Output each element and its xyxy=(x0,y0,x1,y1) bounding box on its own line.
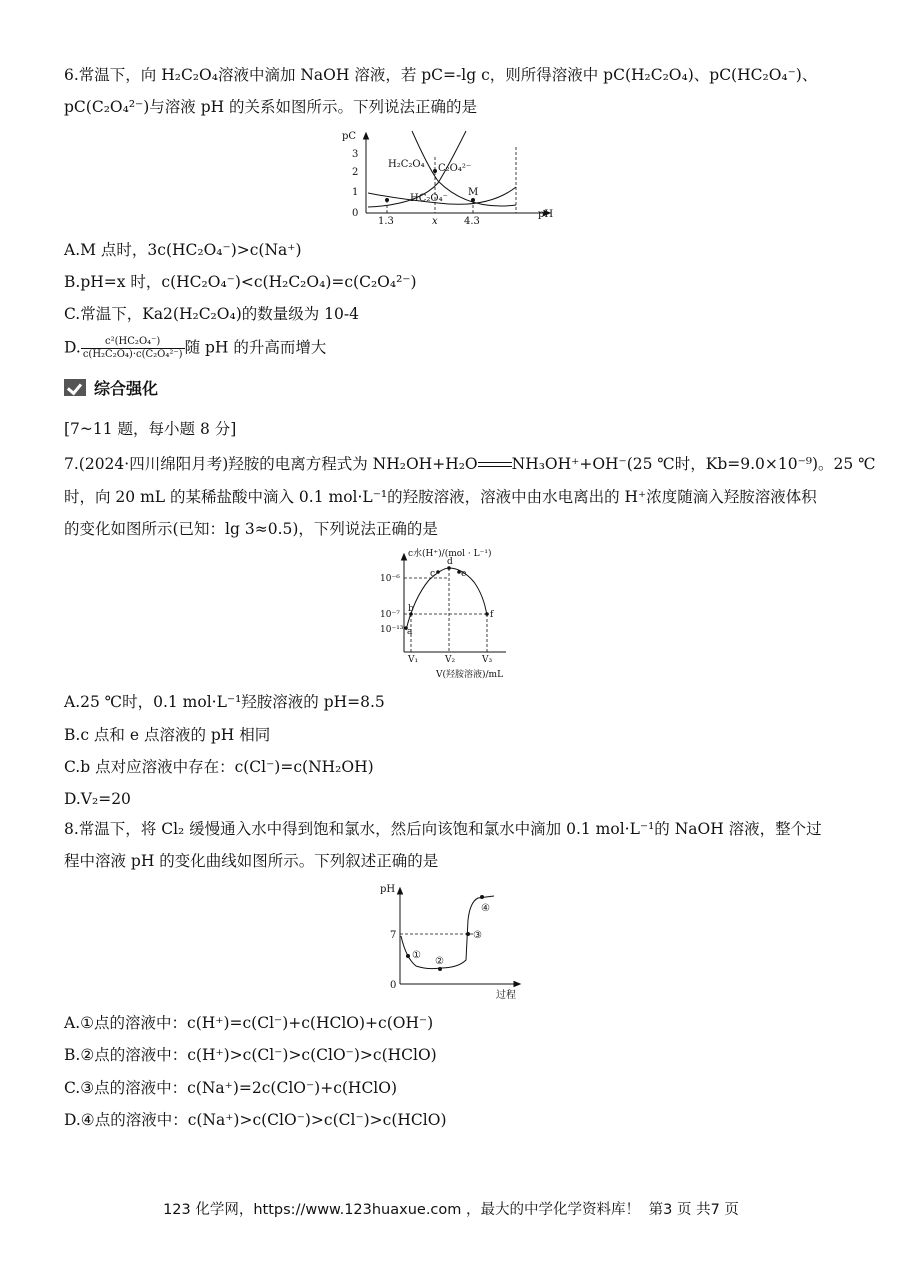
q7-point-label: a xyxy=(407,627,413,637)
q8-point-label: ④ xyxy=(481,903,490,914)
section-title: 综合强化 xyxy=(94,379,159,398)
q6-chart-xlabel: pH xyxy=(538,209,554,220)
q7-point-label: b xyxy=(408,604,414,614)
q6-xtick: 4.3 xyxy=(464,216,480,227)
q8-chart-xlabel: 过程 xyxy=(496,990,516,1001)
q7-chart-ylabel: c水(H⁺)/(mol · L⁻¹) xyxy=(408,549,492,559)
q7-point-label: e xyxy=(461,569,467,579)
equilibrium-arrow-icon xyxy=(478,460,512,470)
q7-option-b: B.c 点和 e 点溶液的 pH 相同 xyxy=(64,726,271,744)
q6-ytick: 1 xyxy=(352,187,359,198)
q8-stem-line2: 程中溶液 pH 的变化曲线如图所示。下列叙述正确的是 xyxy=(64,852,439,870)
q6-ytick: 3 xyxy=(352,149,359,160)
checkmark-icon xyxy=(64,379,86,396)
q6-stem-line2: pC(C₂O₄²⁻)与溶液 pH 的关系如图所示。下列说法正确的是 xyxy=(64,98,478,116)
q6-stem-line1: 6.常温下，向 H₂C₂O₄溶液中滴加 NaOH 溶液，若 pC=-lg c，则所得溶液中 pC(H₂C₂O₄)、pC(HC₂O₄⁻)、 xyxy=(64,66,818,84)
q6-label-hc2o4: HC₂O₄⁻ xyxy=(410,193,448,204)
q6-chart xyxy=(338,127,563,227)
q7-xtick: V₃ xyxy=(482,655,493,665)
footer-page-number: 第3 页 共7 页 xyxy=(648,1202,739,1218)
q7-xtick: V₁ xyxy=(408,655,419,665)
q6-ytick: 2 xyxy=(352,167,359,178)
footer-site: 123 化学网，https://www.123huaxue.com ，最大的中学化学资料库！ xyxy=(163,1202,641,1218)
q7-point-label: d xyxy=(447,557,453,567)
q6-option-a: A.M 点时，3c(HC₂O₄⁻)>c(Na⁺) xyxy=(64,241,302,259)
q7-xtick: V₂ xyxy=(445,655,456,665)
section-note: [7~11 题，每小题 8 分] xyxy=(64,420,237,438)
q6-option-b: B.pH=x 时，c(HC₂O₄⁻)<c(H₂C₂O₄)=c(C₂O₄²⁻) xyxy=(64,273,417,291)
q7-ytick: 10⁻¹³ xyxy=(380,625,404,635)
q7-stem-line3: 的变化如图所示(已知：lg 3≈0.5)，下列说法正确的是 xyxy=(64,520,438,538)
q7-point-label: c xyxy=(430,569,436,579)
q7-option-d: D.V₂=20 xyxy=(64,790,131,808)
q7-option-a: A.25 ℃时，0.1 mol·L⁻¹羟胺溶液的 pH=8.5 xyxy=(64,693,385,711)
q7-stem-line1: 7.(2024·四川绵阳月考)羟胺的电离方程式为 NH₂OH+H₂O NH₃OH⁺+OH⁻(25 ℃时，Kb=9.0×10⁻⁹)。25 ℃ xyxy=(64,455,876,473)
q8-ytick: 7 xyxy=(390,930,397,941)
q8-point-label: ① xyxy=(412,950,421,961)
q8-point-label: ③ xyxy=(473,930,482,941)
q7-ytick: 10⁻⁷ xyxy=(380,610,400,620)
q8-option-d: D.④点的溶液中：c(Na⁺)>c(ClO⁻)>c(Cl⁻)>c(HClO) xyxy=(64,1111,447,1129)
q6-label-c2o4: C₂O₄²⁻ xyxy=(438,163,472,174)
q7-chart xyxy=(374,548,534,682)
q6-option-d-fraction: $\frac{\text{c²(HC₂O₄⁻)}}{\text{c(H₂C₂O₄)·c(C₂O₄²⁻)}}$ xyxy=(82,336,183,360)
q6-option-c: C.常温下，Ka2(H₂C₂O₄)的数量级为 10-4 xyxy=(64,305,359,323)
q7-point-label: f xyxy=(490,610,494,620)
page-footer xyxy=(0,1198,902,1219)
q6-label-h2c2o4: H₂C₂O₄ xyxy=(388,159,425,170)
section-header xyxy=(64,376,158,399)
q7-option-c: C.b 点对应溶液中存在：c(Cl⁻)=c(NH₂OH) xyxy=(64,758,374,776)
q8-option-a: A.①点的溶液中：c(H⁺)=c(Cl⁻)+c(HClO)+c(OH⁻) xyxy=(64,1014,434,1032)
q6-ytick: 0 xyxy=(352,208,359,219)
q6-label-m: M xyxy=(468,187,479,198)
q6-chart-ylabel: pC xyxy=(342,131,357,142)
q7-ytick: 10⁻⁶ xyxy=(380,574,400,584)
q8-ytick: 0 xyxy=(390,980,397,991)
q6-xtick: 1.3 xyxy=(378,216,394,227)
q7-chart-xlabel: V(羟胺溶液)/mL xyxy=(436,670,504,680)
q6-option-d: D. $\frac{\text{c²(HC₂O₄⁻)}}{\text{c(H₂C₂O₄)·c(C₂O₄²⁻)}}$ 随 pH 的升高而增大 xyxy=(64,336,327,360)
q8-point-label: ② xyxy=(435,956,444,967)
q8-option-b: B.②点的溶液中：c(H⁺)>c(Cl⁻)>c(ClO⁻)>c(HClO) xyxy=(64,1046,437,1064)
q6-xtick: x xyxy=(432,216,438,227)
q8-option-c: C.③点的溶液中：c(Na⁺)=2c(ClO⁻)+c(HClO) xyxy=(64,1079,398,1097)
q8-stem-line1: 8.常温下，将 Cl₂ 缓慢通入水中得到饱和氯水，然后向该饱和氯水中滴加 0.1 mol·L⁻¹的 NaOH 溶液，整个过 xyxy=(64,820,822,838)
q8-chart xyxy=(378,880,528,1002)
q8-chart-ylabel: pH xyxy=(380,884,396,895)
q7-stem-line2: 时，向 20 mL 的某稀盐酸中滴入 0.1 mol·L⁻¹的羟胺溶液，溶液中由水电离出的 H⁺浓度随滴入羟胺溶液体积 xyxy=(64,488,817,506)
